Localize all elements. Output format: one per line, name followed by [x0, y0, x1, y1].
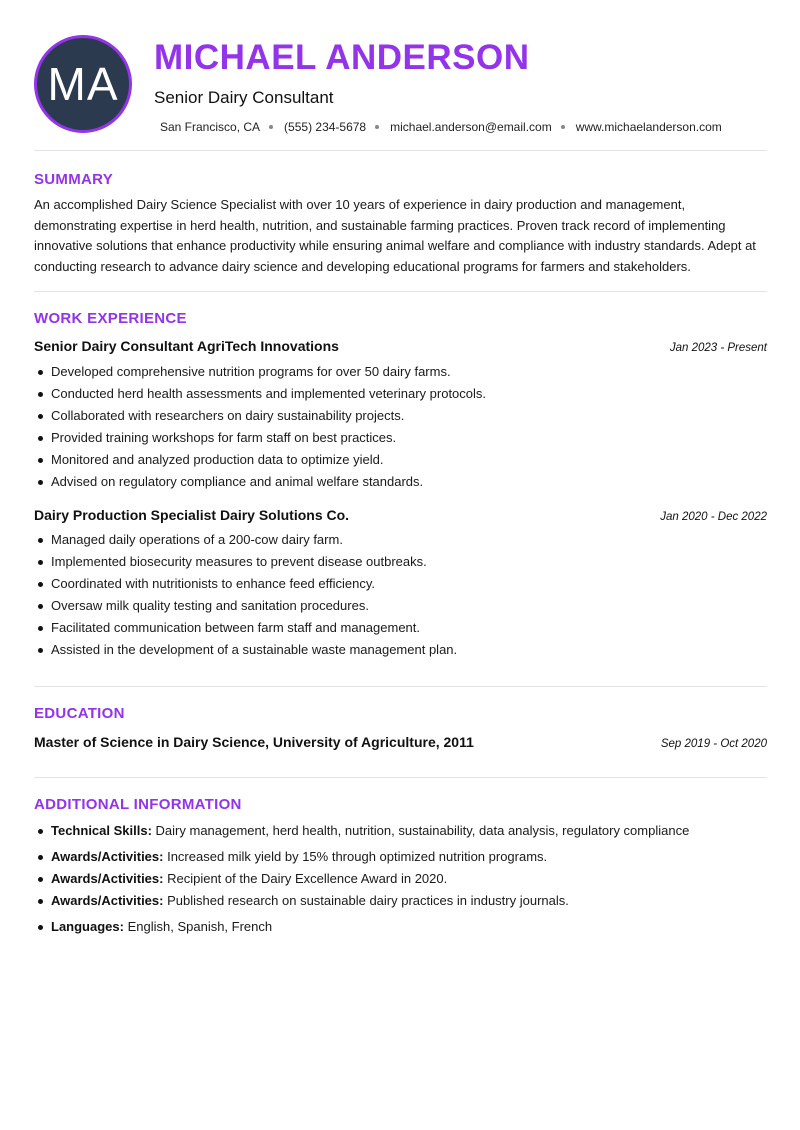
education-entry	[34, 734, 767, 750]
job-dates: Jan 2023 - Present	[669, 342, 767, 354]
item-text: Published research on sustainable dairy practices in industry journals.	[167, 893, 569, 908]
job-title: Senior Dairy Consultant AgriTech Innovations	[34, 338, 339, 354]
additional-info-heading: ADDITIONAL INFORMATION	[34, 796, 242, 813]
item-label: Technical Skills:	[51, 823, 152, 838]
list-item: Collaborated with researchers on dairy sustainability projects.	[34, 405, 767, 427]
item-label: Languages:	[51, 919, 124, 934]
education-dates: Sep 2019 - Oct 2020	[660, 738, 767, 750]
degree-title: Master of Science in Dairy Science, University of Agriculture, 2011	[34, 734, 474, 750]
education-heading: EDUCATION	[34, 705, 125, 722]
contact-phone: (555) 234-5678	[284, 120, 367, 134]
list-item: Facilitated communication between farm staff and management.	[34, 617, 767, 639]
list-item	[34, 916, 767, 938]
list-item: Managed daily operations of a 200-cow dairy farm.	[34, 529, 767, 551]
avatar-initials: MA	[47, 58, 119, 110]
avatar	[34, 35, 132, 133]
job-title: Dairy Production Specialist Dairy Solutions Co.	[34, 507, 350, 523]
list-item	[34, 868, 767, 890]
list-item: Implemented biosecurity measures to prevent disease outbreaks.	[34, 551, 767, 573]
list-item: Monitored and analyzed production data to optimize yield.	[34, 449, 767, 471]
candidate-role: Senior Dairy Consultant	[154, 88, 334, 107]
summary-heading: SUMMARY	[34, 171, 114, 188]
list-item: Advised on regulatory compliance and animal welfare standards.	[34, 471, 767, 493]
list-item: Oversaw milk quality testing and sanitation procedures.	[34, 595, 767, 617]
divider	[34, 150, 767, 151]
summary-text: An accomplished Dairy Science Specialist with over 10 years of experience in dairy production and management, demonstrating expertise in herd health, nutrition, and sustainable farming practices. Proven track record of implementing innovative solutions that enhance productivity while ensuring animal welfare and compliance with industry standards. Adept at conducting research to advance dairy science and developing educational programs for farmers and stakeholders.	[34, 197, 756, 274]
item-label: Awards/Activities:	[51, 893, 164, 908]
divider	[34, 686, 767, 687]
contact-website[interactable]: www.michaelanderson.com	[575, 120, 722, 134]
list-item: Developed comprehensive nutrition programs for over 50 dairy farms.	[34, 361, 767, 383]
job-bullets	[34, 361, 767, 493]
item-text: Dairy management, herd health, nutrition, sustainability, data analysis, regulatory compliance	[155, 823, 690, 838]
job-header	[34, 338, 767, 354]
list-item	[34, 890, 767, 912]
job-header	[34, 507, 767, 523]
list-item: Conducted herd health assessments and implemented veterinary protocols.	[34, 383, 767, 405]
list-item	[34, 846, 767, 868]
list-item: Coordinated with nutritionists to enhance feed efficiency.	[34, 573, 767, 595]
contact-line	[160, 120, 722, 134]
list-item	[34, 820, 767, 842]
candidate-name: MICHAEL ANDERSON	[154, 38, 530, 77]
work-experience-heading: WORK EXPERIENCE	[34, 310, 187, 327]
item-text: Increased milk yield by 15% through optimized nutrition programs.	[167, 849, 548, 864]
divider	[34, 291, 767, 292]
item-label: Awards/Activities:	[51, 871, 164, 886]
separator-dot	[269, 125, 273, 129]
list-item: Provided training workshops for farm staff on best practices.	[34, 427, 767, 449]
job-bullets	[34, 529, 767, 661]
item-text: English, Spanish, French	[127, 919, 273, 934]
additional-info-list	[34, 820, 767, 938]
contact-location: San Francisco, CA	[160, 120, 261, 134]
separator-dot	[375, 125, 379, 129]
item-text: Recipient of the Dairy Excellence Award in 2020.	[167, 871, 448, 886]
item-label: Awards/Activities:	[51, 849, 164, 864]
contact-email[interactable]: michael.anderson@email.com	[390, 120, 552, 134]
divider	[34, 777, 767, 778]
separator-dot	[561, 125, 565, 129]
job-dates: Jan 2020 - Dec 2022	[660, 511, 767, 523]
list-item: Assisted in the development of a sustainable waste management plan.	[34, 639, 767, 661]
